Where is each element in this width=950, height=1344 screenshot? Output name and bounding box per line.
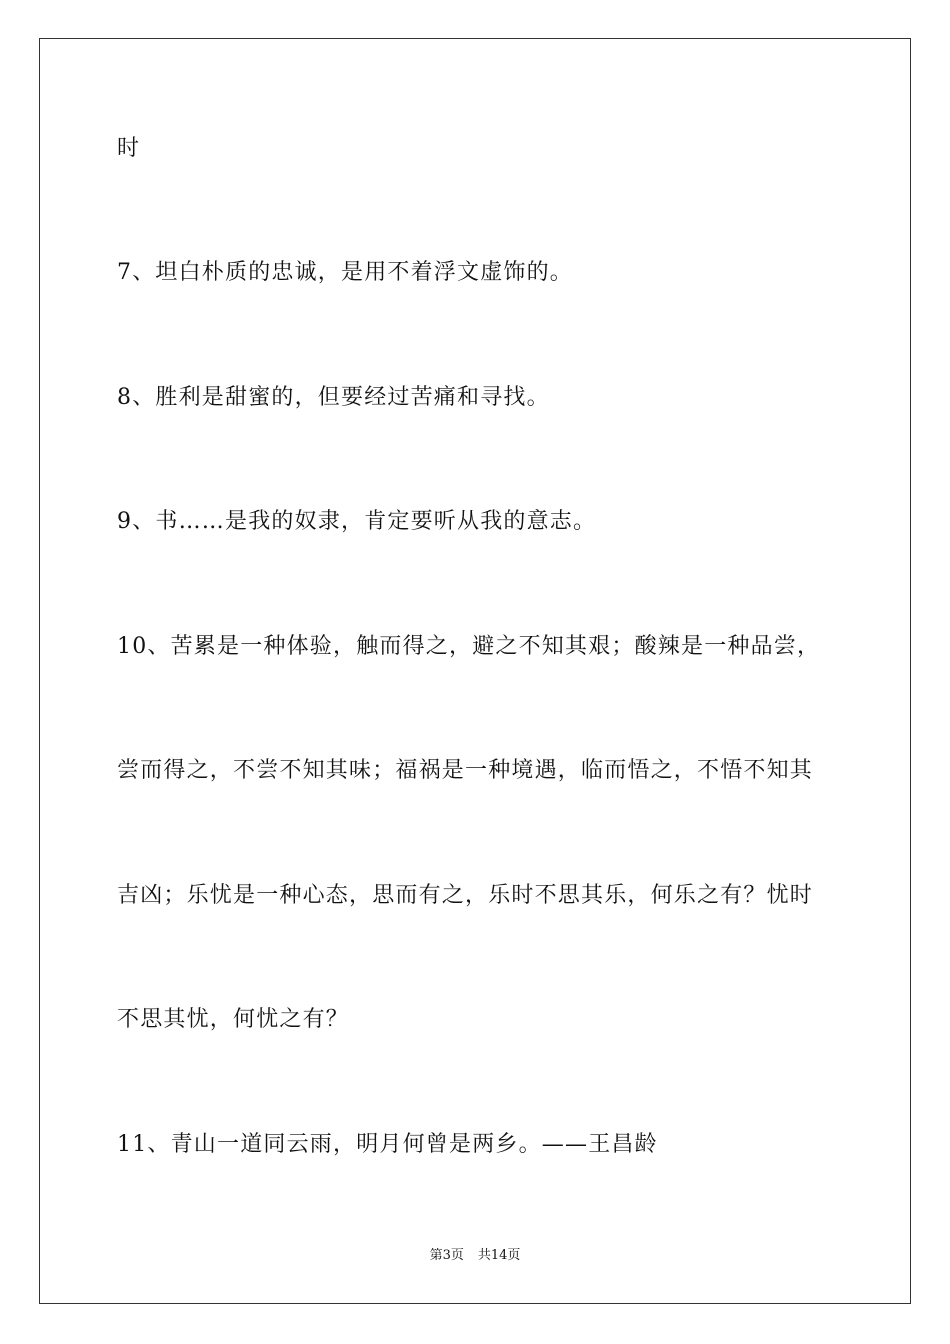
page-footer — [0, 1248, 950, 1264]
text-line: 7、坦白朴质的忠诚，是用不着浮文虚饰的。 — [117, 260, 573, 285]
text-line: 10、苦累是一种体验，触而得之，避之不知其艰；酸辣是一种品尝， — [117, 634, 821, 659]
text-line: 不思其忧，何忧之有？ — [117, 1007, 350, 1032]
text-line: 9、书……是我的奴隶，肯定要听从我的意志。 — [117, 509, 597, 534]
page-number: 第3页 — [429, 1248, 464, 1263]
page-total: 共14页 — [477, 1248, 521, 1263]
page-frame — [39, 38, 911, 1304]
text-line: 时 — [117, 136, 141, 161]
text-line: 吉凶；乐忧是一种心态，思而有之，乐时不思其乐，何乐之有？忧时 — [117, 883, 814, 908]
text-line: 11、青山一道同云雨，明月何曾是两乡。——王昌龄 — [117, 1132, 658, 1157]
text-line: 尝而得之，不尝不知其味；福祸是一种境遇，临而悟之，不悟不知其 — [117, 758, 814, 783]
text-line: 8、胜利是甜蜜的，但要经过苦痛和寻找。 — [117, 385, 550, 410]
